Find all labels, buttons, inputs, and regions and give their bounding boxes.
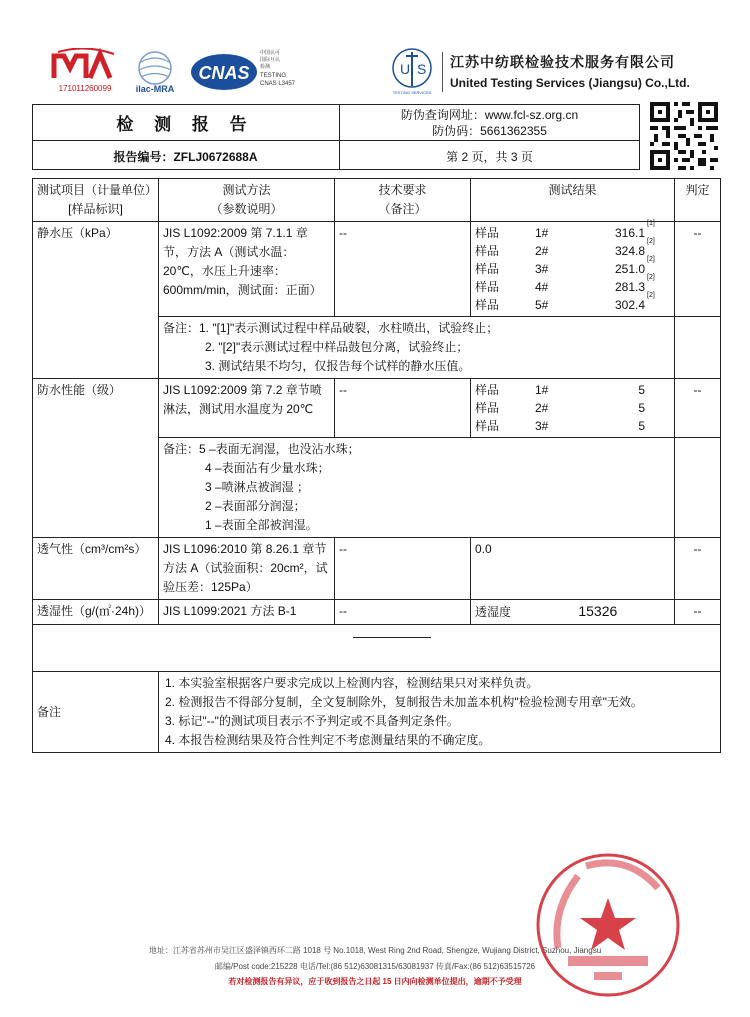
anti-fake-code: 防伪码：5661362355 <box>432 124 547 138</box>
spray-result-value-3: 5 <box>638 419 645 433</box>
hydro-result-mark-5: [2] <box>647 292 655 299</box>
table-row-hydro <box>33 222 721 317</box>
hydro-notes-judge <box>675 317 721 379</box>
col-header-judge: 判定 <box>675 179 721 222</box>
footer-address: 地址：江苏省苏州市吴江区盛泽镇西环二路 1018 号 No.1018, West Ring 2nd Road, Shengze, Wujiang District, Suzhou, Jiangsu <box>148 946 602 955</box>
report-number: 报告编号：ZFLJ0672688A <box>113 150 258 164</box>
company-name-cn: 江苏中纺联检验技术服务有限公司 <box>450 54 675 70</box>
spray-note-3: 3 –喷淋点被润湿 ； <box>205 480 310 494</box>
moisture-result-value: 15326 <box>578 603 618 619</box>
cnas-cn-3: 检测 <box>260 64 271 70</box>
remark-3: 3. 标记"--"的测试项目表示不予判定或不具备判定条件。 <box>165 714 459 728</box>
spray-result-value-1: 5 <box>638 383 645 397</box>
cma-logo <box>50 48 120 96</box>
footer-notice: 若对检测报告有异议，应于收到报告之日起 15 日内向检测单位提出，逾期不予受理 <box>228 977 522 986</box>
moisture-requirement: -- <box>335 600 471 625</box>
ilac-mra-logo <box>124 50 186 94</box>
spray-item: 防水性能（级） <box>33 379 159 538</box>
hydro-judge: -- <box>675 222 721 317</box>
svg-text:U: U <box>400 61 411 77</box>
col-header-item-l2: [样品标识] <box>68 202 123 216</box>
spray-method: JIS L1092:2009 第 7.2 章节喷淋法，测试用水温度为 20℃ <box>159 379 335 438</box>
air-requirement: -- <box>335 538 471 600</box>
svg-text:ilac-MRA: ilac-MRA <box>135 84 175 94</box>
col-header-req-l1: 技术要求 <box>378 183 427 197</box>
col-header-item-l1: 测试项目（计量单位） <box>37 183 158 197</box>
logo-divider <box>442 52 443 92</box>
remark-1: 1. 本实验室根据客户要求完成以上检测内容，检测结果只对来样负责。 <box>165 676 539 690</box>
cnas-cn-1: 中国认可 <box>260 50 281 56</box>
svg-text:TESTING SERVICES: TESTING SERVICES <box>392 90 432 95</box>
moisture-judge: -- <box>675 600 721 625</box>
table-row-remarks <box>33 672 721 753</box>
end-line <box>353 637 431 638</box>
table-header-row <box>33 179 721 222</box>
hydro-result-id-3: 3# <box>535 262 549 276</box>
svg-text:CNAS: CNAS <box>198 63 250 83</box>
table-row-spray <box>33 379 721 438</box>
hydro-result-label-2: 样品 <box>475 244 500 258</box>
spray-note-5: 1 –表面全部被润湿。 <box>205 518 318 532</box>
moisture-item: 透湿性（g/(㎡·24h)） <box>33 600 159 625</box>
moisture-method: JIS L1099:2021 方法 B-1 <box>159 600 335 625</box>
spray-result-label-2: 样品 <box>475 401 500 415</box>
remark-2: 2. 检测报告不得部分复制，全文复制除外，复制报告未加盖本机构"检验检测专用章"无效。 <box>165 695 643 709</box>
hydro-result-value-4: 281.3 <box>614 280 645 294</box>
spray-result-mark-3 <box>645 417 670 435</box>
official-stamp <box>528 850 688 1000</box>
col-header-result: 测试结果 <box>471 179 675 222</box>
col-header-req-l2: （备注） <box>378 202 427 216</box>
cnas-cn-2: 国际互认 <box>260 57 281 63</box>
hydro-result-mark-4: [2] <box>647 274 655 281</box>
spray-result-mark-2 <box>645 399 670 417</box>
hydro-result-id-4: 4# <box>535 280 549 294</box>
hydro-note-2: 2. "[2]"表示测试过程中样品鼓包分离，试验终止； <box>205 340 469 354</box>
col-header-method-l2: （参数说明） <box>210 202 283 216</box>
col-header-method-l1: 测试方法 <box>222 183 271 197</box>
air-judge: -- <box>675 538 721 600</box>
hydro-result-mark-1: [1] <box>647 220 655 227</box>
hydro-result-label-3: 样品 <box>475 262 500 276</box>
table-row-moisture <box>33 600 721 625</box>
hydro-result-value-5: 302.4 <box>614 298 645 312</box>
moisture-result <box>471 600 675 625</box>
spray-result-value-2: 5 <box>638 401 645 415</box>
page-info: 第 2 页，共 3 页 <box>446 150 533 164</box>
hydro-result-value-1: 316.1 <box>614 226 645 240</box>
results-table <box>32 178 721 753</box>
hydro-item: 静水压（kPa） <box>33 222 159 379</box>
anti-fake-url: 防伪查询网址：www.fcl-sz.org.cn <box>400 108 579 122</box>
hydro-notes <box>159 317 675 379</box>
hydro-result-label-5: 样品 <box>475 298 500 312</box>
remark-4: 4. 本报告检测结果及符合性判定不考虑测量结果的不确定度。 <box>165 733 491 747</box>
hydro-requirement: -- <box>335 222 471 317</box>
spray-notes <box>159 438 675 538</box>
air-item: 透气性（cm³/cm²s） <box>33 538 159 600</box>
table-row-blank <box>33 625 721 672</box>
spray-result-mark-1 <box>645 381 670 399</box>
spray-result-id-1: 1# <box>535 383 549 397</box>
col-header-method <box>159 179 335 222</box>
svg-text:S: S <box>417 61 427 77</box>
hydro-result-value-2: 324.8 <box>614 244 645 258</box>
footer-contact: 邮编/Post code:215228 电话/Tel:(86 512)63081315/63081937 传真/Fax:(86 512)63515726 <box>214 962 536 971</box>
spray-results <box>471 379 675 438</box>
cnas-number: CNAS L3457 <box>260 81 296 87</box>
cma-number: 171011260099 <box>58 84 112 93</box>
cnas-logo <box>190 48 300 96</box>
hydro-note-3: 3. 测试结果不均匀，仅报告每个试样的静水压值。 <box>205 359 471 373</box>
spray-requirement: -- <box>335 379 471 438</box>
spray-notes-judge <box>675 438 721 538</box>
cnas-testing: TESTING <box>260 73 287 79</box>
remarks-list <box>159 672 721 753</box>
air-method: JIS L1096:2010 第 8.26.1 章节 方法 A（试验面积：20cm²，试验压差：125Pa） <box>159 538 335 600</box>
qr-code <box>650 102 718 170</box>
spray-result-label-1: 样品 <box>475 383 500 397</box>
spray-result-id-3: 3# <box>535 419 549 433</box>
company-name-en: United Testing Services (Jiangsu) Co.,Ltd. <box>450 76 690 90</box>
spray-result-list <box>475 381 670 435</box>
hydro-result-label-1: 样品 <box>475 226 500 240</box>
hydro-results <box>471 222 675 317</box>
hydro-result-mark-3: [2] <box>647 256 655 263</box>
hydro-result-id-5: 5# <box>535 298 549 312</box>
air-result: 0.0 <box>471 538 675 600</box>
hydro-result-id-1: 1# <box>535 226 549 240</box>
spray-result-label-3: 样品 <box>475 419 500 433</box>
hydro-note-1: 备注：1. "[1]"表示测试过程中样品破裂，水柱喷出，试验终止； <box>163 321 499 335</box>
hydro-result-list <box>475 220 670 314</box>
spray-note-4: 2 –表面部分润湿； <box>205 499 306 513</box>
remarks-label: 备注 <box>33 672 159 753</box>
uts-logo <box>384 46 440 96</box>
header-divider-h <box>32 140 640 141</box>
spray-result-id-2: 2# <box>535 401 549 415</box>
spray-judge: -- <box>675 379 721 438</box>
moisture-result-label: 透湿度 <box>475 605 512 619</box>
report-title: 检 测 报 告 <box>116 115 255 134</box>
spray-note-1: 备注：5 –表面无润湿，也没沾水珠； <box>163 442 360 456</box>
col-header-item <box>33 179 159 222</box>
spray-note-2: 4 –表面沾有少量水珠； <box>205 461 330 475</box>
hydro-method: JIS L1092:2009 第 7.1.1 章节，方法 A（测试水温：20℃，水压上升速率：600mm/min，测试面：正面） <box>159 222 335 317</box>
hydro-result-value-3: 251.0 <box>614 262 645 276</box>
hydro-result-mark-2: [2] <box>647 238 655 245</box>
blank-cell <box>33 625 721 672</box>
hydro-result-label-4: 样品 <box>475 280 500 294</box>
col-header-requirement <box>335 179 471 222</box>
hydro-result-id-2: 2# <box>535 244 549 258</box>
table-row-air <box>33 538 721 600</box>
